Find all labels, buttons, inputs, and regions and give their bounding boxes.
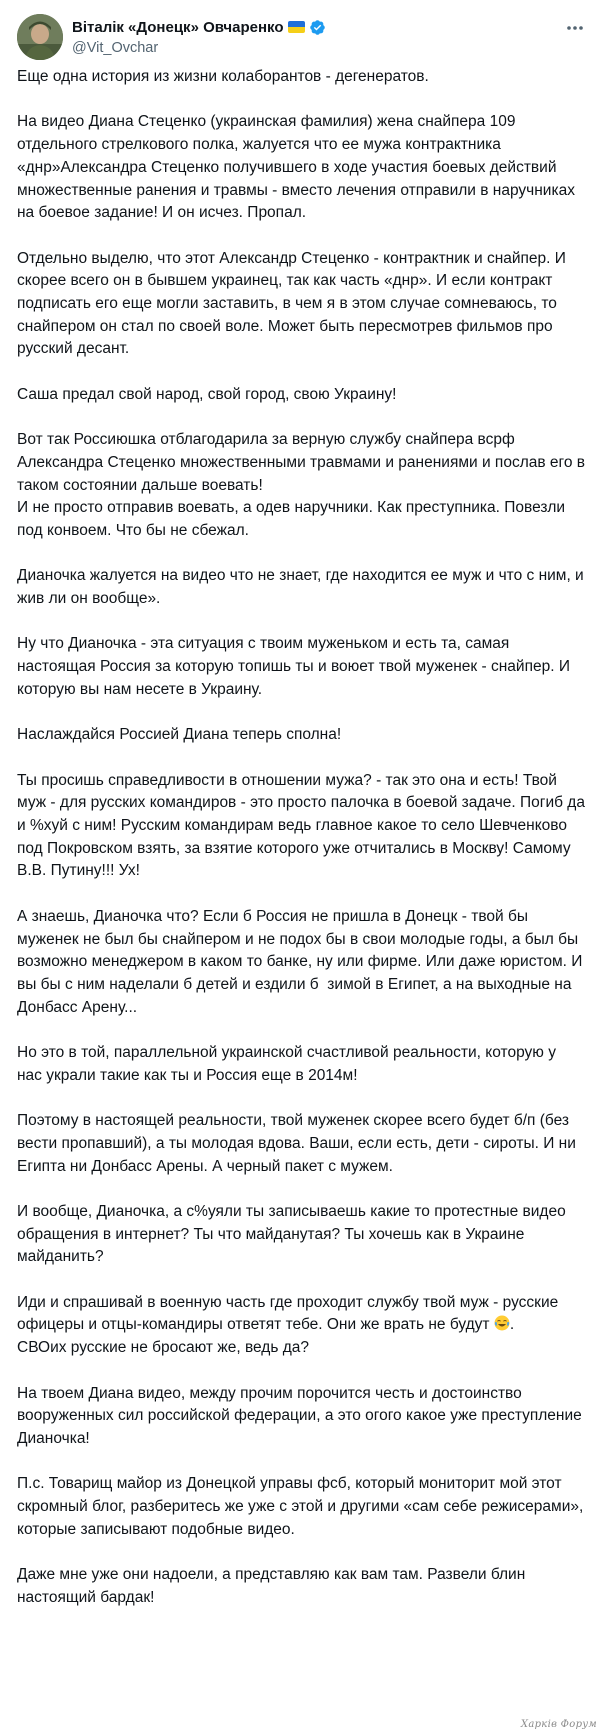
- avatar-photo: [17, 14, 63, 60]
- paragraph-text-after-emoji: . СВОих русские не бросают же, ведь да?: [17, 1316, 515, 1357]
- tweet-paragraph: Отдельно выделю, что этот Александр Стеценко - контрактник и снайпер. И скорее всего он в бывшем украинец, так как часть «днр». И если контракт подписать его еще могли заставить, в чем я в этом случае сомневаюсь, то снайпером он стал по своей воле. Может быть пересмотрев фильмов про русский десант.: [17, 249, 571, 358]
- more-horizontal-icon: [563, 18, 587, 38]
- tweet-paragraph: Наслаждайся Россией Диана теперь сполна!: [17, 726, 342, 744]
- tweet-header: [17, 14, 587, 64]
- ukraine-flag-icon: [288, 21, 305, 33]
- watermark: Харків Форум: [520, 1719, 597, 1730]
- tweet-text: [17, 66, 590, 1632]
- tweet-paragraph: Ну что Дианочка - эта ситуация с твоим муженьком и есть та, самая настоящая Россия за которую топишь ты и воюет твой муженек - снайпер. И которую вы нам несете в Украину.: [17, 635, 575, 698]
- tweet-paragraph: Еще одна история из жизни колаборантов - дегенератов.: [17, 68, 429, 85]
- tweet-paragraph: Даже мне уже они надоели, а представляю как вам там. Развели блин настоящий бардак!: [17, 1566, 530, 1606]
- tweet-paragraph-with-emoji: [17, 1292, 585, 1360]
- tweet-paragraph: Поэтому в настоящей реальности, твой муженек скорее всего будет б/п (без вести пропавший), а ты молодая вдова. Ваши, если есть, дети - сироты. И ни Египта ни Донбасс Арены. А черный пакет с мужем.: [17, 1112, 581, 1175]
- tweet-paragraph: Но это в той, параллельной украинской счастливой реальности, которую у нас украли такие как ты и Россия еще в 2014м!: [17, 1044, 561, 1084]
- tweet-paragraph: На твоем Диана видео, между прочим порочится честь и достоинство вооруженных сил российской федерации, а это огого какое уже преступление Дианочка!: [17, 1384, 587, 1447]
- name-line: [72, 17, 326, 37]
- tweet-paragraph: Ты просишь справедливости в отношении мужа? - так это она и есть! Твой муж - для русских командиров - это просто палочка в боевой задаче. Погиб да и %хуй с ним! Русским командирам ведь главное какое то село Шевченково под Покровском взять, за взятие которого уже отчитались в Москву! Самому В.В. Путину!!! Ух!: [17, 771, 590, 880]
- tweet-paragraph: Вот так Россиюшка отблагодарила за верную службу снайпера всрф Александра Стеценко множественными травмами и ранениями и послав его в таком состоянии дальше воевать! И не просто отправив воевать, а одев наручники. Как преступника. Повезли под конвоем. Что бы не сбежал.: [17, 431, 585, 539]
- tweet-paragraph: Дианочка жалуется на видео что не знает, где находится ее муж и что с ним, и жив ли он вообще».: [17, 567, 589, 608]
- avatar[interactable]: [17, 14, 63, 60]
- more-options-button[interactable]: [563, 18, 587, 38]
- tweet-paragraph: И вообще, Дианочка, а с%уяли ты записываешь какие то протестные видео обращения в интернет? Ты что майданутая? Ты хочешь как в Украине майданить?: [17, 1202, 571, 1266]
- tweet-paragraph: Саша предал свой народ, свой город, свою Украину!: [17, 385, 397, 403]
- laughing-tears-emoji-icon: [494, 1315, 510, 1331]
- tweet-paragraph: П.с. Товарищ майор из Донецкой управы фсб, который мониторит мой этот скромный блог, разберитесь же уже с этой и другими «сам себе режисерами», которые записывают подобные видео.: [17, 1475, 588, 1538]
- author-handle[interactable]: @Vit_Ovchar: [72, 40, 159, 56]
- verified-badge-icon: [309, 19, 326, 36]
- display-name[interactable]: Віталік «Донецк» Овчаренко: [72, 18, 284, 36]
- author-block: [72, 17, 326, 57]
- paragraph-text-before-emoji: Иди и спрашивай в военную часть где проходит службу твой муж - русские офицеры и отцы-командиры ответят тебе. Они же врать не будут: [17, 1293, 563, 1334]
- tweet-paragraph: На видео Диана Стеценко (украинская фамилия) жена снайпера 109 отдельного стрелкового полка, жалуется что ее мужа контрактника «днр»Александра Стеценко получившего в ходе участия боевых действий множественные ранения и травмы - вместо лечения отправили в наручниках на боевое задание! И он исчез. Пропал.: [17, 113, 580, 222]
- tweet-paragraph: А знаешь, Дианочка что? Если б Россия не пришла в Донецк - твой бы муженек не был бы снайпером и не подох бы в свои молодые годы, а был бы возможно менеджером в каком то банке, ну или фирме. Или даже юристом. И вы бы с ним наделали б детей и ездили б зимой в Египет, а на выходные на Донбасс Арену...: [17, 907, 587, 1016]
